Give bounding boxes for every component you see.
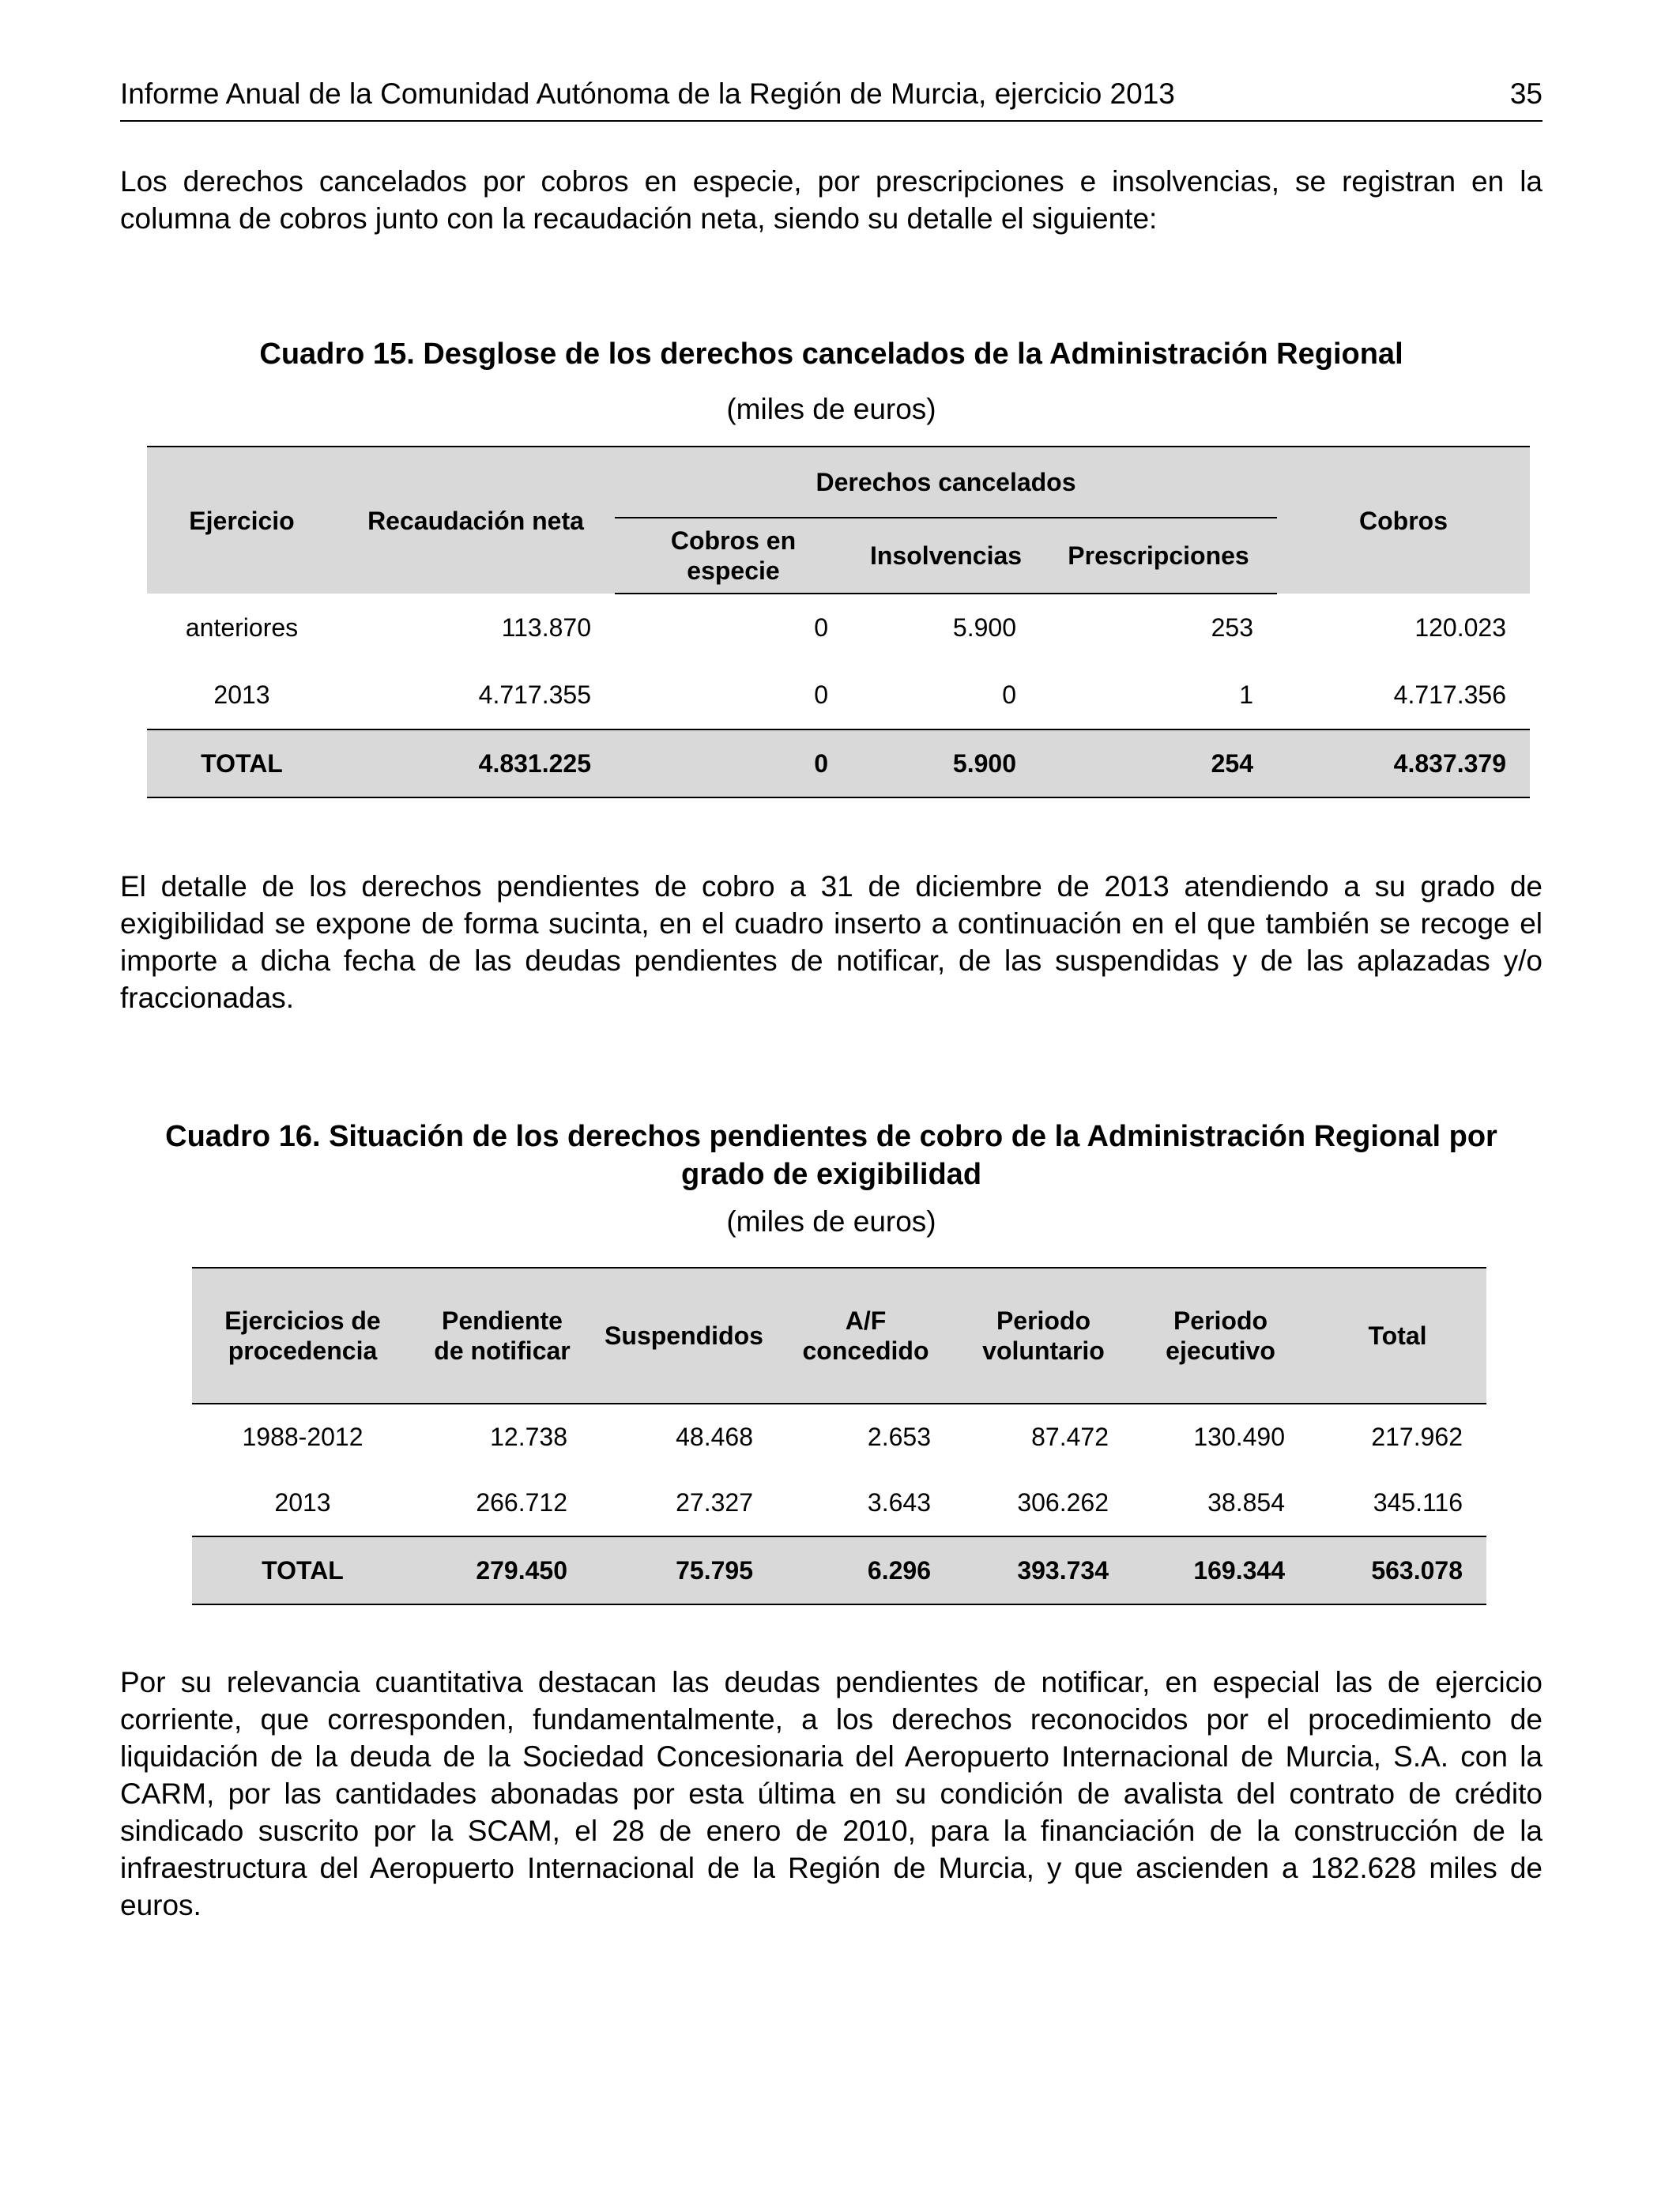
cell-pendiente: 12.738	[490, 1423, 567, 1451]
cell-total-especie: 0	[615, 729, 852, 797]
cell-insolvencias: 5.900	[952, 613, 1016, 642]
cell-total-insolvencias: 5.900	[852, 729, 1040, 797]
table16	[192, 1267, 1486, 1605]
table-total-row	[192, 1536, 1486, 1604]
cell-total-prescripciones: 254	[1040, 729, 1277, 797]
cell-total: 345.116	[1373, 1488, 1463, 1517]
col-header-total: Total	[1309, 1268, 1486, 1404]
col-header-pendiente: Pendiente de notificar	[413, 1268, 591, 1404]
table15-subtitle: (miles de euros)	[726, 393, 936, 425]
cell-especie: 0	[814, 613, 828, 642]
cell-pendiente: 266.712	[476, 1488, 567, 1517]
cell-ejercicio: 2013	[274, 1488, 331, 1517]
cell-total: 217.962	[1371, 1423, 1463, 1451]
cell-prescripciones: 253	[1211, 613, 1253, 642]
col-header-prescripciones: Prescripciones	[1040, 518, 1277, 594]
col-header-cobros: Cobros	[1277, 447, 1530, 594]
paragraph-intro: Los derechos cancelados por cobros en especie, por prescripciones e insolvencias, se registran en la columna de cobros junto con la recaudación neta, siendo su detalle el siguiente:	[120, 165, 1543, 235]
cell-total-pendiente: 279.450	[413, 1536, 591, 1604]
cell-especie: 0	[814, 680, 828, 709]
cell-af: 3.643	[867, 1488, 931, 1517]
cell-voluntario: 306.262	[1017, 1488, 1109, 1517]
cell-total-total: 563.078	[1309, 1536, 1486, 1604]
col-header-ejercicios: Ejercicios de procedencia	[192, 1268, 413, 1404]
col-header-derechos-cancelados: Derechos cancelados	[615, 447, 1277, 518]
paragraph-relevance: Por su relevancia cuantitativa destacan las deudas pendientes de notificar, en especial las de ejercicio corriente, que corresponden, fundamentalmente, a los derechos reconocidos por el procedimiento de liquidación de la deuda de la Sociedad Concesionaria del Aeropuerto Internacional de Murcia, S.A. con la CARM, por las cantidades abonadas por esta última en su condición de avalista del contrato de crédito sindicado suscrito por la SCAM, el 28 de enero de 2010, para la financiación de la construcción de la infraestructura del Aeropuerto Internacional de la Región de Murcia, y que ascienden a 182.628 miles de euros.	[120, 1666, 1543, 1921]
cell-suspendidos: 27.327	[676, 1488, 753, 1517]
cell-cobros: 120.023	[1414, 613, 1506, 642]
cell-total-suspendidos: 75.795	[591, 1536, 777, 1604]
page-header	[120, 77, 1543, 122]
cell-ejercicio: anteriores	[185, 613, 299, 642]
table-total-row	[147, 729, 1530, 797]
cell-suspendidos: 48.468	[676, 1423, 753, 1451]
col-header-af: A/F concedido	[777, 1268, 955, 1404]
table15-title: Cuadro 15. Desglose de los derechos cancelados de la Administración Regional	[259, 337, 1403, 371]
cell-total-recaudacion: 4.831.225	[337, 729, 615, 797]
cell-total-cobros: 4.837.379	[1277, 729, 1530, 797]
cell-total-ejecutivo: 169.344	[1132, 1536, 1309, 1604]
table-row	[192, 1404, 1486, 1470]
col-header-recaudacion: Recaudación neta	[337, 447, 615, 594]
col-header-cobros-especie: Cobros en especie	[615, 518, 852, 594]
table-row	[147, 594, 1530, 662]
table15	[147, 446, 1530, 798]
paragraph-detail: El detalle de los derechos pendientes de cobro a 31 de diciembre de 2013 atendiendo a su grado de exigibilidad se expone de forma sucinta, en el cuadro inserto a continuación en el que también se recoge el importe a dicha fecha de las deudas pendientes de notificar, de las suspendidas y de las aplazadas y/o fraccionadas.	[120, 870, 1543, 1014]
cell-ejecutivo: 38.854	[1207, 1488, 1285, 1517]
page-number: 35	[1509, 77, 1543, 110]
cell-cobros: 4.717.356	[1393, 680, 1506, 709]
cell-voluntario: 87.472	[1031, 1423, 1109, 1451]
cell-ejercicio: 2013	[213, 680, 270, 709]
cell-total-label: TOTAL	[192, 1536, 413, 1604]
col-header-ejecutivo: Periodo ejecutivo	[1132, 1268, 1309, 1404]
table16-title: Cuadro 16. Situación de los derechos pendientes de cobro de la Administración Regional por grado de exigibilidad	[165, 1120, 1497, 1191]
cell-insolvencias: 0	[1002, 680, 1016, 709]
cell-prescripciones: 1	[1239, 680, 1253, 709]
cell-ejecutivo: 130.490	[1193, 1423, 1285, 1451]
col-header-ejercicio: Ejercicio	[147, 447, 337, 594]
table16-subtitle: (miles de euros)	[726, 1205, 936, 1238]
cell-total-af: 6.296	[777, 1536, 955, 1604]
table-row	[192, 1470, 1486, 1536]
cell-af: 2.653	[867, 1423, 931, 1451]
col-header-insolvencias: Insolvencias	[852, 518, 1040, 594]
cell-total-voluntario: 393.734	[955, 1536, 1132, 1604]
cell-recaudacion: 113.870	[501, 613, 591, 642]
cell-ejercicio: 1988-2012	[242, 1423, 363, 1451]
cell-total-label: TOTAL	[147, 729, 337, 797]
header-title: Informe Anual de la Comunidad Autónoma de la Región de Murcia, ejercicio 2013	[120, 77, 1175, 110]
col-header-voluntario: Periodo voluntario	[955, 1268, 1132, 1404]
cell-recaudacion: 4.717.355	[478, 680, 591, 709]
col-header-suspendidos: Suspendidos	[591, 1268, 777, 1404]
table-row	[147, 662, 1530, 729]
